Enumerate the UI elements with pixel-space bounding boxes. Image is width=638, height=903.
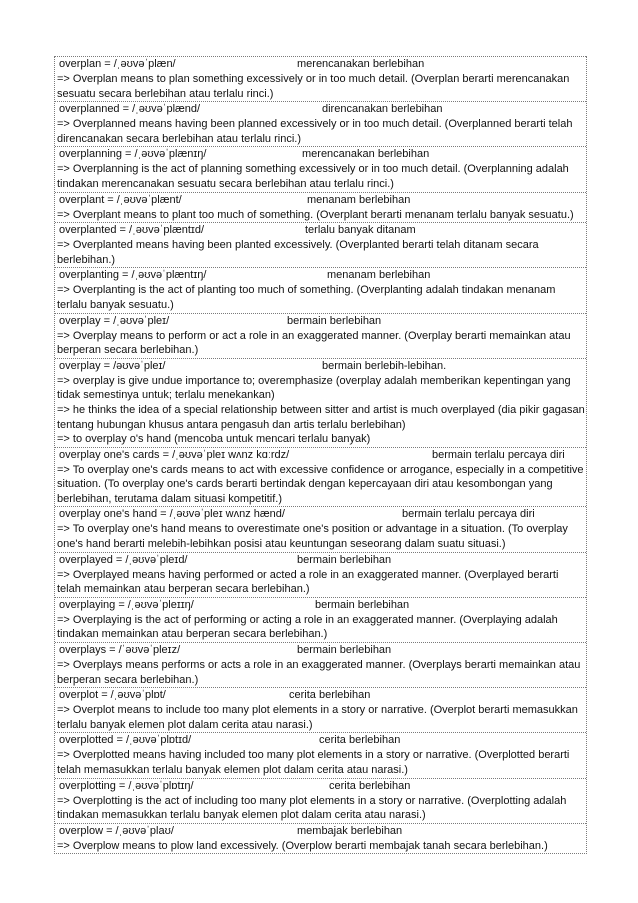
entry-term: overplay = /əʊvəˈpleɪ/	[59, 359, 166, 372]
dictionary-entry	[55, 222, 586, 267]
entry-header	[57, 448, 585, 463]
entry-term: overplanting = /ˌəʊvəˈplæntɪŋ/	[59, 269, 207, 282]
dictionary-entry	[55, 687, 586, 732]
entry-definition: => Overplotting is the act of including too many plot elements in a story or narrative. (Overplotting adalah tindakan memasukkan terlalu banyak elemen plot dalam cerita atau narasi.)	[57, 794, 567, 822]
entry-definition: => Overplow means to plow land excessively. (Overplow berarti membajak tanah secara berlebihan.)	[57, 839, 548, 852]
entry-translation: bermain berlebihan	[287, 314, 382, 327]
entry-translation: bermain berlebihan	[315, 598, 410, 611]
entry-translation: terlalu banyak ditanam	[305, 224, 416, 237]
entry-translation: bermain terlalu percaya diri	[402, 508, 535, 521]
entry-header	[57, 643, 585, 658]
entry-translation: cerita berlebihan	[329, 779, 411, 792]
entry-definition: => Overplays means performs or acts a role in an exaggerated manner. (Overplays berarti memainkan atau berperan secara berlebihan.)	[57, 659, 581, 686]
entry-definition: => Overplotted means having included too many plot elements in a story or narrative. (Overplotted berarti telah memasukkan terlalu banyak elemen plot dalam cerita atau narasi.)	[57, 749, 570, 776]
entry-header	[57, 268, 585, 283]
dictionary-entry	[55, 192, 586, 223]
entry-term: overplant = /ˌəʊvəˈplænt/	[59, 193, 182, 206]
entry-translation: bermain berlebih-lebihan.	[322, 359, 447, 372]
entry-header	[57, 553, 585, 568]
entry-translation: direncanakan berlebihan	[322, 103, 443, 116]
dictionary-entry	[55, 597, 586, 642]
dictionary-entry	[55, 642, 586, 687]
dictionary-entry	[55, 267, 586, 312]
entry-term: overplaying = /ˌəʊvəˈpleɪɪŋ/	[59, 598, 194, 611]
dictionary-entry	[55, 778, 586, 823]
entry-term: overplay one's cards = /ˌəʊvəˈpleɪ wʌnz kɑːrdz/	[59, 448, 290, 461]
dictionary-document	[54, 56, 587, 854]
entry-header	[57, 598, 585, 613]
entry-definition: => Overplanting is the act of planting too much of something. (Overplanting adalah tindakan menanam terlalu banyak sesuatu.)	[57, 284, 556, 311]
entry-term: overplow = /ˌəʊvəˈplaʊ/	[59, 824, 174, 837]
entry-header	[57, 688, 585, 703]
entry-term: overplotted = /ˌəʊvəˈplɒtɪd/	[59, 734, 192, 747]
entry-definition: => Overplanted means having been planted excessively. (Overplanted berarti telah ditanam secara berlebihan.)	[57, 239, 539, 266]
entry-definition: => To overplay one's cards means to act with excessive confidence or arrogance, especially in a competitive situation. (To overplay one's cards berarti bertindak dengan kepercayaan diri atau kesombongan yang berlebihan, terutama dalam situasi kompetitif.)	[57, 463, 584, 505]
dictionary-entry	[55, 146, 586, 191]
entry-definition: => Overplan means to plan something excessively or in too much detail. (Overplan berarti merencanakan sesuatu secara berlebihan atau terlalu rinci.)	[57, 73, 570, 100]
dictionary-entry	[55, 101, 586, 146]
entry-definition: => Overplay means to perform or act a role in an exaggerated manner. (Overplay berarti memainkan atau berperan secara berlebihan.)	[57, 329, 571, 357]
entry-definition: => Overplanning is the act of planning something excessively or in too much detail. (Overplanning adalah tindakan merencanakan sesuatu secara berlebihan atau terlalu rinci.)	[57, 163, 569, 190]
entry-term: overplanted = /ˌəʊvəˈplæntɪd/	[59, 224, 204, 237]
entry-translation: bermain berlebihan	[297, 644, 392, 657]
entry-term: overplayed = /ˌəʊvəˈpleɪd/	[59, 553, 188, 566]
entry-term: overplotting = /ˌəʊvəˈplɒtɪŋ/	[59, 779, 194, 792]
entry-term: overplan = /ˌəʊvəˈplæn/	[59, 58, 176, 70]
entry-translation: merencanakan berlebihan	[297, 58, 425, 70]
entry-term: overplay = /ˌəʊvəˈpleɪ/	[59, 314, 170, 327]
entry-translation: bermain terlalu percaya diri	[432, 448, 565, 461]
entry-translation: cerita berlebihan	[319, 734, 401, 747]
entry-translation: membajak berlebihan	[297, 824, 403, 837]
entry-term: overplanning = /ˌəʊvəˈplænɪŋ/	[59, 148, 207, 161]
dictionary-entry	[55, 358, 586, 447]
entry-header	[57, 824, 585, 839]
entry-translation: menanam berlebihan	[327, 269, 431, 282]
entry-header	[57, 779, 585, 794]
entry-header	[57, 314, 585, 329]
entry-definition: => he thinks the idea of a special relationship between sitter and artist is much overplayed (dia pikir gagasan tentang hubungan khusus antara pengasuh dan artis terlalu berlebihan)	[57, 403, 585, 431]
entry-header	[57, 359, 585, 374]
entry-term: overplanned = /ˌəʊvəˈplænd/	[59, 103, 201, 116]
entry-definition: => Overplanned means having been planned excessively or in too much detail. (Overplanned berarti telah direncanakan secara berlebihan atau terlalu rinci.)	[57, 118, 573, 145]
entry-term: overplot = /ˌəʊvəˈplɒt/	[59, 689, 166, 702]
entry-definition: => Overplant means to plant too much of something. (Overplant berarti menanam terlalu banyak sesuatu.)	[57, 208, 574, 221]
entry-translation: merencanakan berlebihan	[302, 148, 430, 161]
dictionary-entry	[55, 823, 586, 854]
entry-definition: => Overplayed means having performed or acted a role in an exaggerated manner. (Overplayed berarti telah memainkan atau berperan secara berlebihan.)	[57, 568, 559, 596]
entry-header	[57, 507, 585, 522]
entry-definition: => Overplot means to include too many plot elements in a story or narrative. (Overplot berarti memasukkan terlalu banyak elemen plot dalam cerita atau narasi.)	[57, 704, 578, 731]
entry-term: overplays = /ˈəʊvəˈpleɪz/	[59, 644, 181, 657]
entry-definition: => overplay is give undue importance to; overemphasize (overplay adalah memberikan kepentingan yang tidak semestinya untuk; terlalu menekankan)	[57, 374, 571, 402]
entry-definition: => To overplay one's hand means to overestimate one's position or advantage in a situation. (To overplay one's hand berarti melebih-lebihkan posisi atau keuntungan seseorang dalam suatu situasi.)	[57, 523, 568, 551]
entry-term: overplay one's hand = /ˌəʊvəˈpleɪ wʌnz hænd/	[59, 508, 285, 521]
dictionary-entry	[55, 56, 586, 101]
entry-header	[57, 223, 585, 238]
entry-header	[57, 57, 585, 72]
entry-translation: cerita berlebihan	[289, 689, 371, 702]
entry-header	[57, 147, 585, 162]
dictionary-entry	[55, 313, 586, 358]
entry-header	[57, 733, 585, 748]
dictionary-entry	[55, 506, 586, 551]
entry-translation: menanam berlebihan	[307, 193, 411, 206]
dictionary-entry	[55, 552, 586, 597]
entry-translation: bermain berlebihan	[297, 553, 392, 566]
dictionary-entry	[55, 447, 586, 507]
entry-definition: => to overplay o's hand (mencoba untuk mencari terlalu banyak)	[57, 433, 371, 446]
dictionary-entry	[55, 732, 586, 777]
entry-header	[57, 193, 585, 208]
entry-definition: => Overplaying is the act of performing or acting a role in an exaggerated manner. (Overplaying adalah tindakan memainkan atau berperan secara berlebihan.)	[57, 613, 558, 641]
entry-header	[57, 102, 585, 117]
